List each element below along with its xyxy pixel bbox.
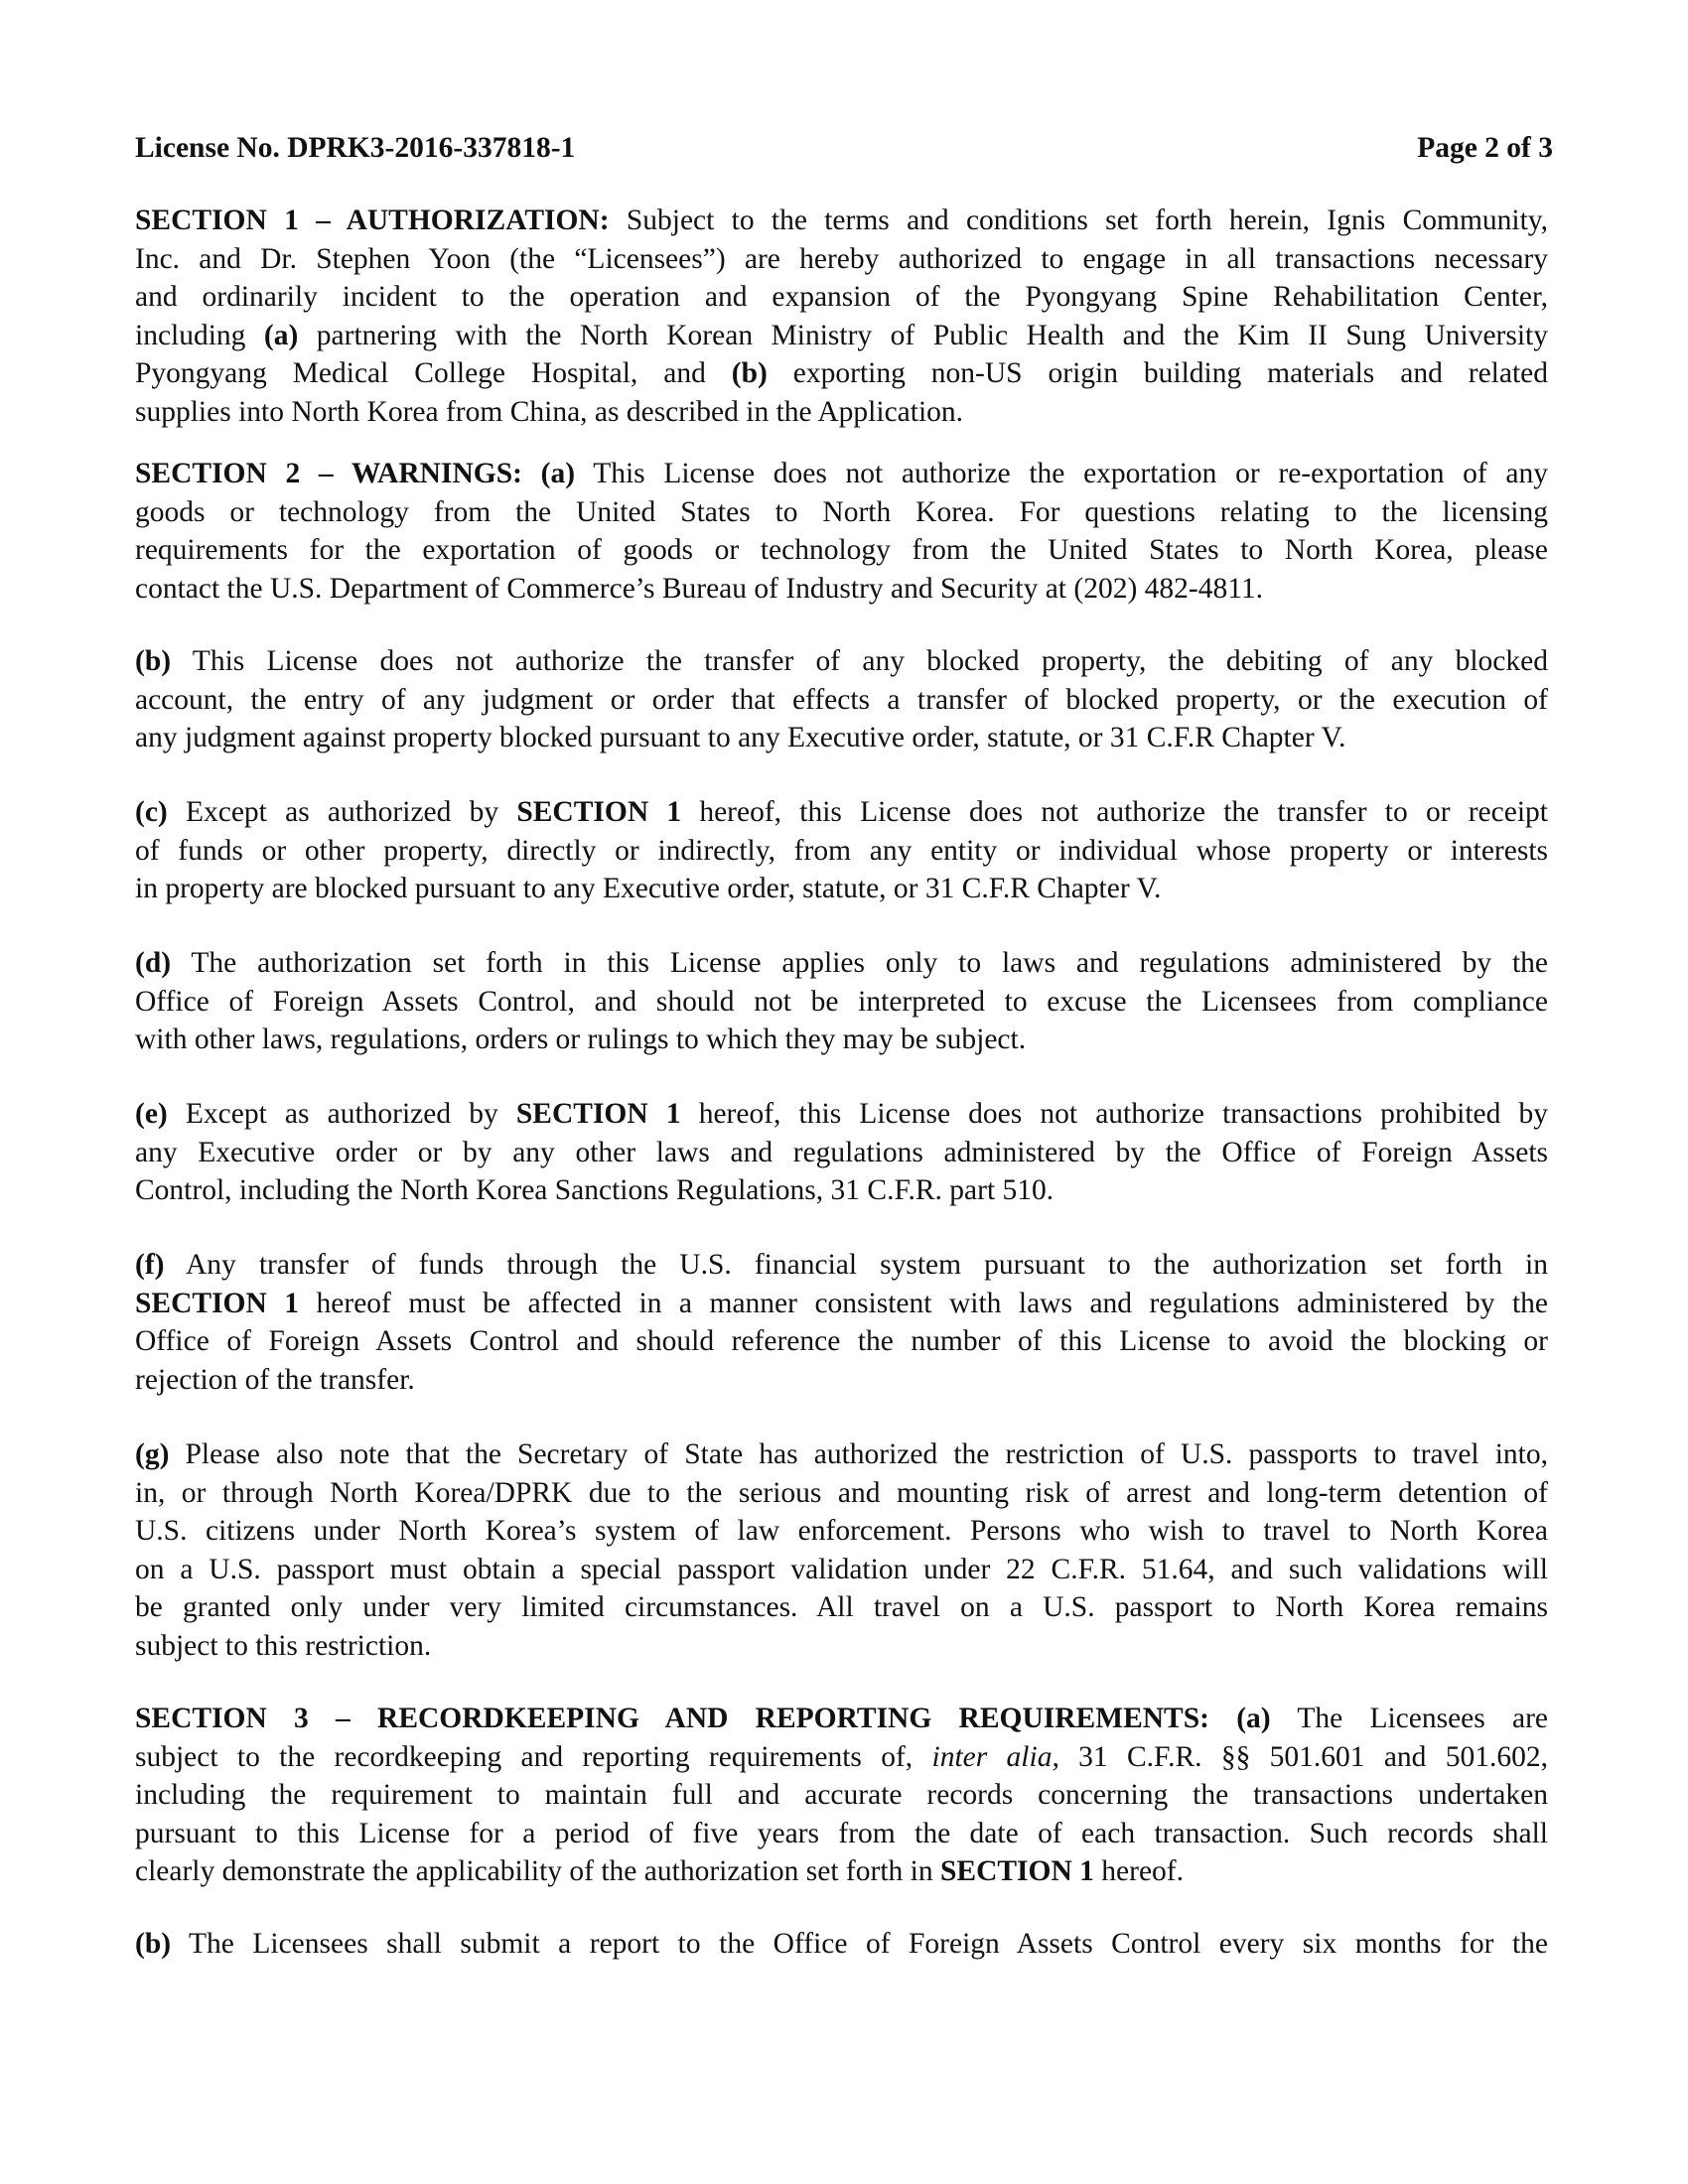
section-2-paragraph-c: (c) Except as authorized by SECTION 1 hereof, this License does not authorize the transfer to or receipt of funds or other property, directly or indirectly, from any entity or individual whose property or interests in property are blocked pursuant to any Executive order, statute, or 31 C.F.R Chapter V. (135, 796, 1548, 904)
section-3-paragraph-b: (b) The Licensees shall submit a report to the Office of Foreign Assets Control every six months for the (135, 1928, 1548, 1960)
section-2-paragraph-f: (f) Any transfer of funds through the U.S. financial system pursuant to the authorization set forth in SECTION 1 hereof must be affected in a manner consistent with laws and regulations administered by the Office of Foreign Assets Control and should reference the number of this License to avoid the blocking or rejection of the transfer. (135, 1249, 1548, 1396)
section-1-heading: SECTION 1 – AUTHORIZATION: (135, 205, 610, 236)
section-2-paragraph-d: (d) The authorization set forth in this License applies only to laws and regulations administered by the Office of Foreign Assets Control, and should not be interpreted to excuse the Licensees from compliance with other laws, regulations, orders or rulings to which they may be subject. (135, 947, 1548, 1055)
section-2-warnings-a: SECTION 2 – WARNINGS: (a) This License does not authorize the exportation or re-exportation of any goods or technology from the United States to North Korea. For questions relating to the licensing requirements for the exportation of goods or technology from the United States to North Korea, please contact the U.S. Department of Commerce’s Bureau of Industry and Security at (202) 482-4811. (135, 458, 1549, 605)
section-1-authorization: SECTION 1 – AUTHORIZATION: Subject to the terms and conditions set forth herein, Ignis Community, Inc. and Dr. Stephen Yoon (the “Licensees”) are hereby authorized to engage in all transactions necessary and ordinarily incident to the operation and expansion of the Pyongyang Spine Rehabilitation Center, including (a) partnering with the North Korean Ministry of Public Health and the Kim II Sung University Pyongyang Medical College Hospital, and (b) exporting non-US origin building materials and related supplies into North Korea from China, as described in the Application. (135, 205, 1549, 428)
section-2-heading: SECTION 2 – WARNINGS: (135, 458, 522, 489)
section-3-heading: SECTION 3 – RECORDKEEPING AND REPORTING REQUIREMENTS: (135, 1703, 1209, 1734)
license-number: License No. DPRK3-2016-337818-1 (135, 132, 576, 164)
section-2-paragraph-b: (b) This License does not authorize the transfer of any blocked property, the debiting of any blocked account, the entry of any judgment or order that effects a transfer of blocked property, or the execution of any judgment against property blocked pursuant to any Executive order, statute, or 31 C.F.R Chapter V. (135, 645, 1548, 753)
section-3-recordkeeping-a: SECTION 3 – RECORDKEEPING AND REPORTING REQUIREMENTS: (a) The Licensees are subject to the recordkeeping and reporting requirements of, inter alia, 31 C.F.R. §§ 501.601 and 501.602, including the requirement to maintain full and accurate records concerning the transactions undertaken pursuant to this License for a period of five years from the date of each transaction. Such records shall clearly demonstrate the applicability of the authorization set forth in SECTION 1 hereof. (135, 1703, 1548, 1887)
page-number: Page 2 of 3 (1417, 132, 1553, 164)
page-header (135, 129, 1553, 168)
section-2-paragraph-e: (e) Except as authorized by SECTION 1 hereof, this License does not authorize transactions prohibited by any Executive order or by any other laws and regulations administered by the Office of Foreign Assets Control, including the North Korea Sanctions Regulations, 31 C.F.R. part 510. (135, 1098, 1549, 1206)
section-2-paragraph-g: (g) Please also note that the Secretary of State has authorized the restriction of U.S. passports to travel into, in, or through North Korea/DPRK due to the serious and mounting risk of arrest and long-term detention of U.S. citizens under North Korea’s system of law enforcement. Persons who wish to travel to North Korea on a U.S. passport must obtain a special passport validation under 22 C.F.R. 51.64, and such validations will be granted only under very limited circumstances. All travel on a U.S. passport to North Korea remains subject to this restriction. (135, 1438, 1548, 1662)
